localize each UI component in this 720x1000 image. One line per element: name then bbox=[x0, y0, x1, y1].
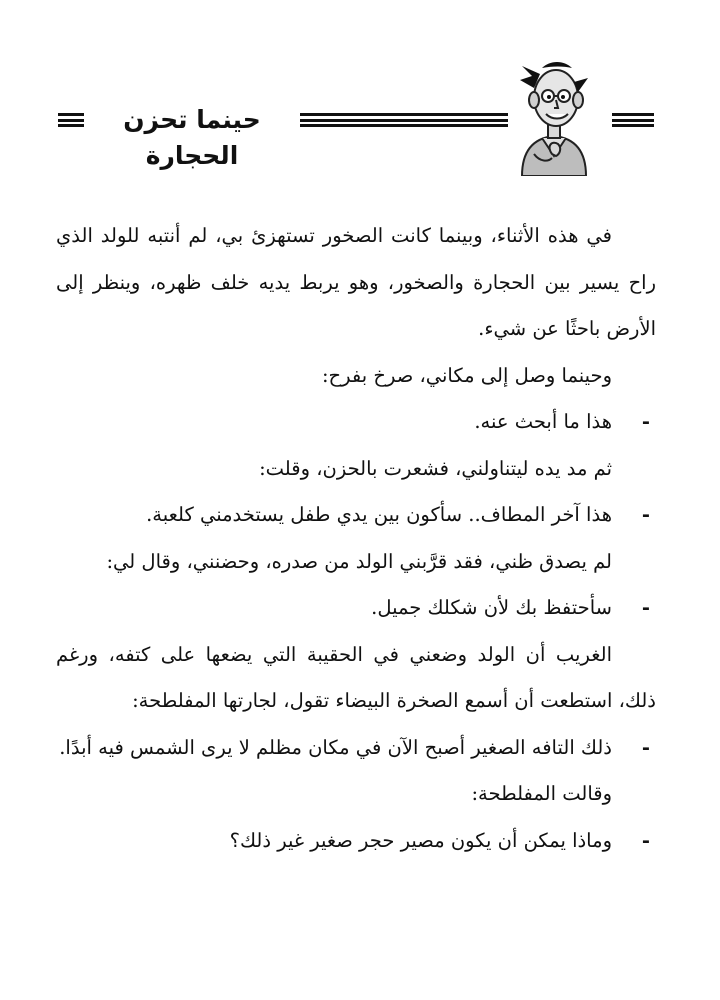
chapter-header bbox=[0, 58, 720, 188]
dialogue-text: ذلك التافه الصغير أصبح الآن في مكان مظلم لا يرى الشمس فيه أبدًا. bbox=[59, 735, 612, 759]
paragraph-1: في هذه الأثناء، وبينما كانت الصخور تستهزئ بي، لم أنتبه للولد الذي راح يسير بين الحجارة والصخور، وهو يربط يديه خلف ظهره، وينظر إلى الأرض باحثًا عن شيء. bbox=[56, 224, 656, 340]
paragraph-5: الغريب أن الولد وضعني في الحقيبة التي يضعها على كتفه، ورغم ذلك، استطعت أن أسمع الصخرة البيضاء تقول، لجارتها المفلطحة: bbox=[56, 642, 656, 712]
paragraph-2: وحينما وصل إلى مكاني، صرخ بفرح: bbox=[321, 363, 612, 387]
dialogue-line-4 bbox=[56, 725, 656, 772]
dash-marker: - bbox=[641, 828, 650, 852]
dialogue-line-3 bbox=[56, 585, 656, 632]
dash-marker: - bbox=[641, 735, 650, 759]
paragraph-3: ثم مد يده ليتناولني، فشعرت بالحزن، وقلت: bbox=[259, 456, 612, 480]
dash-marker: - bbox=[641, 596, 650, 619]
dash-marker: - bbox=[641, 503, 650, 526]
title-lines-right bbox=[612, 113, 654, 127]
paragraph-4: لم يصدق ظني، فقد قرَّبني الولد من صدره، وحضنني، وقال لي: bbox=[106, 549, 612, 573]
dialogue-line-2 bbox=[56, 492, 656, 539]
cartoon-character-icon bbox=[512, 58, 596, 180]
dialogue-line-1 bbox=[56, 399, 656, 446]
paragraph-6: وقالت المفلطحة: bbox=[471, 782, 612, 805]
dialogue-text: وماذا يمكن أن يكون مصير حجر صغير غير ذلك؟ bbox=[229, 828, 612, 852]
title-lines-middle bbox=[300, 113, 508, 127]
dialogue-text: هذا آخر المطاف.. سأكون بين يدي طفل يستخدمني كلعبة. bbox=[146, 503, 612, 526]
dash-marker: - bbox=[641, 410, 650, 433]
title-lines-left bbox=[58, 113, 84, 127]
dialogue-line-5 bbox=[56, 818, 656, 865]
story-text bbox=[56, 213, 656, 864]
dialogue-text: هذا ما أبحث عنه. bbox=[474, 410, 612, 433]
dialogue-text: سأحتفظ بك لأن شكلك جميل. bbox=[371, 596, 612, 619]
chapter-title: حينما تحزن الحجارة bbox=[123, 105, 261, 170]
